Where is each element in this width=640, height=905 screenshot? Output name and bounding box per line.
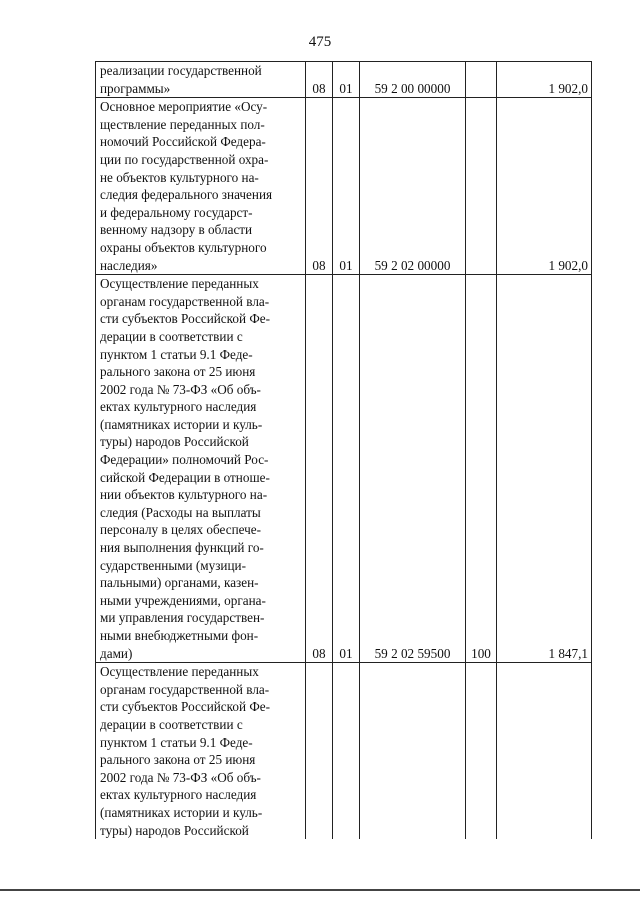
subsection-code: 01 bbox=[333, 98, 360, 275]
table-row bbox=[96, 62, 592, 98]
section-code: 08 bbox=[306, 62, 333, 98]
target-article-code: 59 2 02 00000 bbox=[360, 98, 466, 275]
target-article-code: 59 2 02 59500 bbox=[360, 275, 466, 663]
expense-type-code bbox=[466, 98, 497, 275]
row-description: Осуществление переданных органам государственной вла- сти субъектов Российской Фе- дерации в соответствии с пунктом 1 статьи 9.1 Феде- рального закона от 25 июня 2002 года № 73-ФЗ «Об объ- ектах культурного наследия (памятниках истории и куль- туры) народов Российской bbox=[96, 663, 306, 839]
row-description: Основное мероприятие «Осу- ществление переданных пол- номочий Российской Федера- ции по государственной охра- не объектов культурного на- следия федерального значения и федеральному государст- венному надзору в области охраны объектов культурного наследия» bbox=[96, 98, 306, 275]
target-article-code: 59 2 00 00000 bbox=[360, 62, 466, 98]
expense-type-code bbox=[466, 663, 497, 839]
row-description: Осуществление переданных органам государственной вла- сти субъектов Российской Фе- дерации в соответствии с пунктом 1 статьи 9.1 Феде- рального закона от 25 июня 2002 года № 73-ФЗ «Об объ- ектах культурного наследия (памятниках истории и куль- туры) народов Российской Федерации» полномочий Рос- сийской Федерации в отноше- нии объектов культурного на- следия (Расходы на выплаты персоналу в целях обеспече- ния выполнения функций го- сударственными (музици- пальными) органами, казен- ными учреждениями, органа- ми управления государствен- ными внебюджетными фон- дами) bbox=[96, 275, 306, 663]
section-code: 08 bbox=[306, 98, 333, 275]
amount: 1 902,0 bbox=[497, 98, 592, 275]
expense-type-code bbox=[466, 62, 497, 98]
section-code: 08 bbox=[306, 275, 333, 663]
amount: 1 902,0 bbox=[497, 62, 592, 98]
target-article-code bbox=[360, 663, 466, 839]
bottom-divider bbox=[0, 889, 640, 891]
row-description: реализации государственной программы» bbox=[96, 62, 306, 98]
section-code bbox=[306, 663, 333, 839]
amount: 1 847,1 bbox=[497, 275, 592, 663]
table-row bbox=[96, 98, 592, 275]
budget-table bbox=[95, 61, 592, 839]
page-number: 475 bbox=[308, 34, 332, 50]
subsection-code: 01 bbox=[333, 275, 360, 663]
table-row bbox=[96, 663, 592, 839]
subsection-code bbox=[333, 663, 360, 839]
table-row bbox=[96, 275, 592, 663]
amount bbox=[497, 663, 592, 839]
expense-type-code: 100 bbox=[466, 275, 497, 663]
subsection-code: 01 bbox=[333, 62, 360, 98]
